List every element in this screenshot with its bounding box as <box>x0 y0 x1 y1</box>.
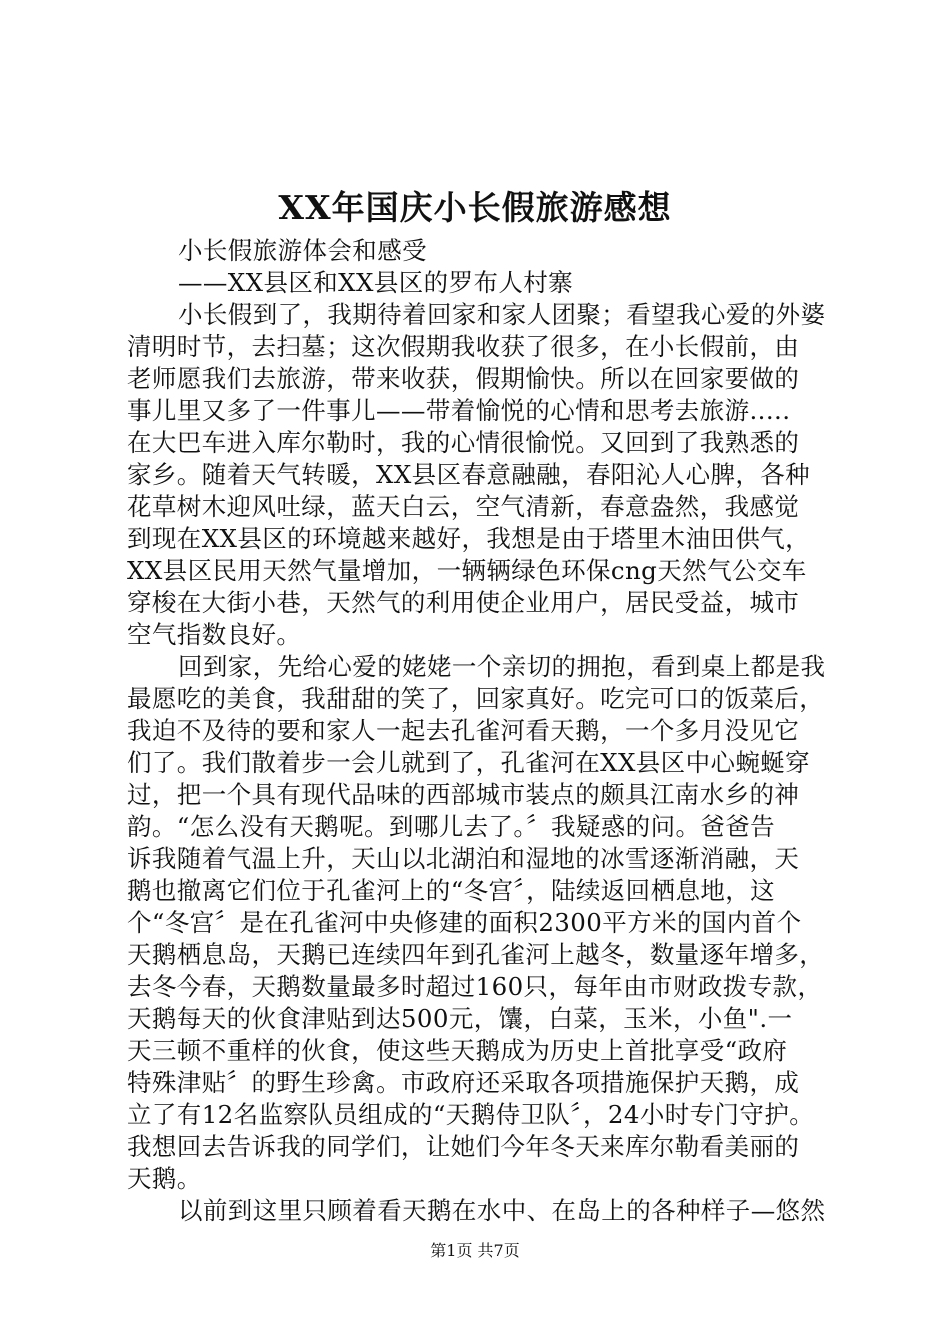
text-line: 特殊津贴〞的野生珍禽。市政府还采取各项措施保护天鹅，成 <box>127 1068 800 1097</box>
text-line: 我想回去告诉我的同学们，让她们今年冬天来库尔勒看美丽的 <box>127 1132 800 1161</box>
text-line: ——XX县区和XX县区的罗布人村寨 <box>178 268 574 297</box>
text-line: 诉我随着气温上升，天山以北湖泊和湿地的冰雪逐渐消融，天 <box>127 844 800 873</box>
text-line: 个“冬宫〞是在孔雀河中央修建的面积2300平方米的国内首个 <box>127 908 802 937</box>
text-line: 天鹅。 <box>127 1164 202 1193</box>
text-line: XX县区民用天然气量增加，一辆辆绿色环保cng天然气公交车 <box>127 556 807 585</box>
text-line: 穿梭在大街小巷，天然气的利用使企业用户，居民受益，城市 <box>127 588 800 617</box>
text-line: 们了。我们散着步一会儿就到了，孔雀河在XX县区中心蜿蜒穿 <box>127 748 811 777</box>
text-line: 家乡。随着天气转暖，XX县区春意融融，春阳沁人心脾，各种 <box>127 460 811 489</box>
document-title: XX年国庆小长假旅游感想 <box>278 188 672 227</box>
text-line: 以前到这里只顾着看天鹅在水中、在岛上的各种样子—悠然 <box>178 1196 826 1225</box>
text-line: 过，把一个具有现代品味的西部城市装点的颇具江南水乡的神 <box>127 780 800 809</box>
text-line: 天三顿不重样的伙食，使这些天鹅成为历史上首批享受“政府 <box>127 1036 788 1065</box>
text-line: 回到家，先给心爱的姥姥一个亲切的拥抱，看到桌上都是我 <box>178 652 826 681</box>
page-number-footer: 第1页 共7页 <box>430 1241 520 1260</box>
text-line: 鹅也撤离它们位于孔雀河上的“冬宫〞，陆续返回栖息地，这 <box>127 876 776 905</box>
text-line: 最愿吃的美食，我甜甜的笑了，回家真好。吃完可口的饭菜后， <box>127 684 825 713</box>
text-line: 在大巴车进入库尔勒时，我的心情很愉悦。又回到了我熟悉的 <box>127 428 800 457</box>
text-line: 到现在XX县区的环境越来越好，我想是由于塔里木油田供气， <box>127 524 811 553</box>
text-line: 空气指数良好。 <box>127 620 302 649</box>
text-line: 天鹅每天的伙食津贴到达500元，馕，白菜，玉米，小鱼".一 <box>127 1004 793 1033</box>
text-line: 花草树木迎风吐绿，蓝天白云，空气清新，春意盎然，我感觉 <box>127 492 800 521</box>
text-line: 立了有12名监察队员组成的“天鹅侍卫队〞，24小时专门守护。 <box>127 1100 815 1129</box>
text-line: 小长假旅游体会和感受 <box>178 236 427 265</box>
text-line: 韵。“怎么没有天鹅呢。到哪儿去了。〞我疑惑的问。爸爸告 <box>127 812 776 841</box>
text-line: 老师愿我们去旅游，带来收获，假期愉快。所以在回家要做的 <box>127 364 800 393</box>
document-body <box>127 235 827 1227</box>
text-line: 事儿里又多了一件事儿——带着愉悦的心情和思考去旅游..... <box>127 396 791 425</box>
text-line: 去冬今春，天鹅数量最多时超过160只，每年由市财政拨专款， <box>127 972 823 1001</box>
text-line: 我迫不及待的要和家人一起去孔雀河看天鹅，一个多月没见它 <box>127 716 800 745</box>
text-line: 清明时节，去扫墓；这次假期我收获了很多，在小长假前，由 <box>127 332 800 361</box>
text-line: 小长假到了，我期待着回家和家人团聚；看望我心爱的外婆 <box>178 300 826 329</box>
text-line: 天鹅栖息岛，天鹅已连续四年到孔雀河上越冬，数量逐年增多， <box>127 940 825 969</box>
